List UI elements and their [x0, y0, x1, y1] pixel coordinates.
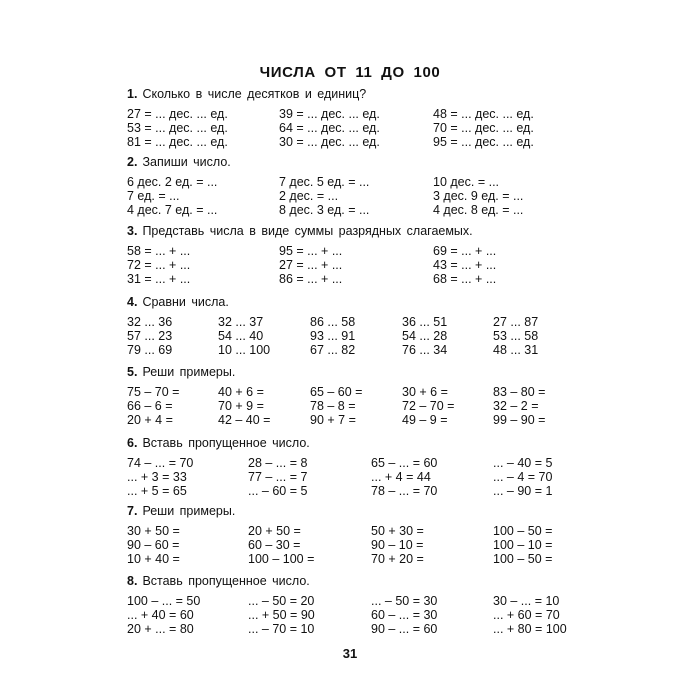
- page-title: ЧИСЛА ОТ 11 ДО 100: [259, 64, 441, 81]
- exercise-item: 3 дес. 9 ед. = ...: [433, 189, 524, 203]
- exercise-item: 7 ед. = ...: [127, 189, 180, 203]
- exercise-row: [127, 608, 587, 622]
- exercise-2: [127, 154, 587, 217]
- exercise-row: [127, 343, 587, 357]
- exercise-item: ... – 40 = 5: [493, 456, 553, 470]
- exercise-item: 83 – 80 =: [493, 385, 546, 399]
- exercise-item: 64 = ... дес. ... ед.: [279, 121, 380, 135]
- exercise-rows: [127, 107, 587, 149]
- exercise-rows: [127, 456, 587, 498]
- exercise-item: 10 ... 100: [218, 343, 271, 357]
- exercise-item: 54 ... 28: [402, 329, 448, 343]
- exercise-item: 70 = ... дес. ... ед.: [433, 121, 534, 135]
- exercise-item: ... + 60 = 70: [493, 608, 560, 622]
- exercise-heading: [127, 435, 587, 452]
- exercise-number: 4.: [127, 295, 138, 309]
- exercise-heading: [127, 223, 587, 240]
- exercise-row: [127, 258, 587, 272]
- exercise-item: ... – 4 = 70: [493, 470, 553, 484]
- exercise-row: [127, 203, 587, 217]
- exercise-5: [127, 364, 587, 427]
- exercise-item: 67 ... 82: [310, 343, 356, 357]
- exercise-row: [127, 524, 587, 538]
- exercise-item: 72 – 70 =: [402, 399, 455, 413]
- exercise-item: 32 ... 37: [218, 315, 264, 329]
- exercise-item: 30 + 50 =: [127, 524, 180, 538]
- exercise-item: ... – 90 = 1: [493, 484, 553, 498]
- exercise-row: [127, 385, 587, 399]
- exercise-instruction: Запиши число.: [142, 155, 231, 169]
- exercise-item: 30 + 6 =: [402, 385, 448, 399]
- exercise-number: 6.: [127, 436, 138, 450]
- exercise-item: 20 + 4 =: [127, 413, 173, 427]
- exercise-item: 53 ... 58: [493, 329, 539, 343]
- exercise-heading: [127, 364, 587, 381]
- exercise-item: 65 – 60 =: [310, 385, 363, 399]
- exercise-1: [127, 86, 587, 149]
- exercise-heading: [127, 503, 587, 520]
- exercise-item: 81 = ... дес. ... ед.: [127, 135, 228, 149]
- exercise-row: [127, 121, 587, 135]
- exercise-item: 77 – ... = 7: [248, 470, 308, 484]
- exercise-item: ... + 80 = 100: [493, 622, 567, 636]
- exercise-item: 36 ... 51: [402, 315, 448, 329]
- exercise-7: [127, 503, 587, 566]
- exercise-item: 57 ... 23: [127, 329, 173, 343]
- exercise-row: [127, 189, 587, 203]
- exercise-item: 20 + ... = 80: [127, 622, 194, 636]
- exercise-heading: [127, 154, 587, 171]
- exercise-item: 74 – ... = 70: [127, 456, 194, 470]
- exercise-item: 32 ... 36: [127, 315, 173, 329]
- exercise-item: 27 ... 87: [493, 315, 539, 329]
- exercise-number: 2.: [127, 155, 138, 169]
- exercise-item: 10 + 40 =: [127, 552, 180, 566]
- exercise-rows: [127, 524, 587, 566]
- page-number: 31: [342, 646, 358, 661]
- exercise-item: ... – 50 = 30: [371, 594, 438, 608]
- exercise-number: 3.: [127, 224, 138, 238]
- exercise-item: 10 дес. = ...: [433, 175, 500, 189]
- exercise-item: 100 – ... = 50: [127, 594, 201, 608]
- exercise-item: 78 – ... = 70: [371, 484, 438, 498]
- exercise-item: 79 ... 69: [127, 343, 173, 357]
- exercise-instruction: Сколько в числе десятков и единиц?: [142, 87, 367, 101]
- exercise-number: 7.: [127, 504, 138, 518]
- exercise-item: ... – 70 = 10: [248, 622, 315, 636]
- exercise-number: 5.: [127, 365, 138, 379]
- exercise-item: 100 – 10 =: [493, 538, 553, 552]
- exercise-rows: [127, 175, 587, 217]
- exercise-item: 4 дес. 8 ед. = ...: [433, 203, 524, 217]
- exercise-row: [127, 622, 587, 636]
- exercise-item: 95 = ... дес. ... ед.: [433, 135, 534, 149]
- exercise-item: 86 = ... + ...: [279, 272, 343, 286]
- exercise-row: [127, 594, 587, 608]
- exercise-item: 50 + 30 =: [371, 524, 424, 538]
- exercise-item: 48 ... 31: [493, 343, 539, 357]
- exercise-4: [127, 294, 587, 357]
- exercise-row: [127, 399, 587, 413]
- exercise-item: 75 – 70 =: [127, 385, 180, 399]
- exercise-item: 43 = ... + ...: [433, 258, 497, 272]
- exercise-row: [127, 552, 587, 566]
- exercise-row: [127, 315, 587, 329]
- exercise-item: 60 – 30 =: [248, 538, 301, 552]
- exercise-item: 54 ... 40: [218, 329, 264, 343]
- exercise-instruction: Вставь пропущенное число.: [142, 574, 310, 588]
- exercise-instruction: Сравни числа.: [142, 295, 229, 309]
- exercise-item: 68 = ... + ...: [433, 272, 497, 286]
- exercise-item: 90 – 10 =: [371, 538, 424, 552]
- exercise-item: 86 ... 58: [310, 315, 356, 329]
- exercise-instruction: Реши примеры.: [142, 504, 236, 518]
- exercise-item: 27 = ... дес. ... ед.: [127, 107, 228, 121]
- exercise-item: 95 = ... + ...: [279, 244, 343, 258]
- exercise-item: ... + 50 = 90: [248, 608, 315, 622]
- exercise-item: 48 = ... дес. ... ед.: [433, 107, 534, 121]
- exercise-row: [127, 538, 587, 552]
- exercise-item: 90 – 60 =: [127, 538, 180, 552]
- exercise-row: [127, 484, 587, 498]
- exercise-instruction: Вставь пропущенное число.: [142, 436, 310, 450]
- exercise-rows: [127, 315, 587, 357]
- exercise-item: ... – 60 = 5: [248, 484, 308, 498]
- exercise-item: 40 + 6 =: [218, 385, 264, 399]
- exercise-item: 2 дес. = ...: [279, 189, 339, 203]
- exercise-item: 100 – 50 =: [493, 552, 553, 566]
- exercise-item: 30 = ... дес. ... ед.: [279, 135, 380, 149]
- exercise-item: 60 – ... = 30: [371, 608, 438, 622]
- exercise-rows: [127, 385, 587, 427]
- exercise-rows: [127, 594, 587, 636]
- exercise-item: 100 – 100 =: [248, 552, 315, 566]
- exercise-item: 39 = ... дес. ... ед.: [279, 107, 380, 121]
- exercise-row: [127, 107, 587, 121]
- exercise-heading: [127, 294, 587, 311]
- exercise-item: 78 – 8 =: [310, 399, 356, 413]
- exercise-item: 8 дес. 3 ед. = ...: [279, 203, 370, 217]
- exercise-item: 90 – ... = 60: [371, 622, 438, 636]
- exercise-item: 28 – ... = 8: [248, 456, 308, 470]
- exercise-6: [127, 435, 587, 498]
- exercise-rows: [127, 244, 587, 286]
- exercise-heading: [127, 573, 587, 590]
- exercise-3: [127, 223, 587, 286]
- exercise-row: [127, 135, 587, 149]
- exercise-number: 1.: [127, 87, 138, 101]
- exercise-row: [127, 456, 587, 470]
- exercise-item: 4 дес. 7 ед. = ...: [127, 203, 218, 217]
- exercise-item: 7 дес. 5 ед. = ...: [279, 175, 370, 189]
- exercise-item: ... + 4 = 44: [371, 470, 431, 484]
- exercise-item: 58 = ... + ...: [127, 244, 191, 258]
- exercise-item: ... + 40 = 60: [127, 608, 194, 622]
- exercise-row: [127, 175, 587, 189]
- exercise-item: 93 ... 91: [310, 329, 356, 343]
- exercise-item: 90 + 7 =: [310, 413, 356, 427]
- exercise-item: 42 – 40 =: [218, 413, 271, 427]
- exercise-item: 49 – 9 =: [402, 413, 448, 427]
- exercise-number: 8.: [127, 574, 138, 588]
- exercise-heading: [127, 86, 587, 103]
- exercise-item: 20 + 50 =: [248, 524, 301, 538]
- exercise-item: ... + 3 = 33: [127, 470, 187, 484]
- exercise-item: ... – 50 = 20: [248, 594, 315, 608]
- exercise-item: 76 ... 34: [402, 343, 448, 357]
- exercise-item: 69 = ... + ...: [433, 244, 497, 258]
- exercise-item: 31 = ... + ...: [127, 272, 191, 286]
- exercise-item: 70 + 20 =: [371, 552, 424, 566]
- exercise-row: [127, 470, 587, 484]
- exercise-row: [127, 272, 587, 286]
- exercise-item: 100 – 50 =: [493, 524, 553, 538]
- exercise-item: 70 + 9 =: [218, 399, 264, 413]
- exercise-row: [127, 413, 587, 427]
- exercise-instruction: Представь числа в виде суммы разрядных слагаемых.: [142, 224, 473, 238]
- exercise-item: 72 = ... + ...: [127, 258, 191, 272]
- exercise-row: [127, 244, 587, 258]
- exercise-instruction: Реши примеры.: [142, 365, 236, 379]
- exercise-item: 32 – 2 =: [493, 399, 539, 413]
- exercise-item: 6 дес. 2 ед. = ...: [127, 175, 218, 189]
- exercise-item: 30 – ... = 10: [493, 594, 560, 608]
- exercise-8: [127, 573, 587, 636]
- exercise-item: 27 = ... + ...: [279, 258, 343, 272]
- exercise-item: ... + 5 = 65: [127, 484, 187, 498]
- exercise-item: 65 – ... = 60: [371, 456, 438, 470]
- exercise-item: 99 – 90 =: [493, 413, 546, 427]
- exercise-item: 53 = ... дес. ... ед.: [127, 121, 228, 135]
- exercise-item: 66 – 6 =: [127, 399, 173, 413]
- exercise-row: [127, 329, 587, 343]
